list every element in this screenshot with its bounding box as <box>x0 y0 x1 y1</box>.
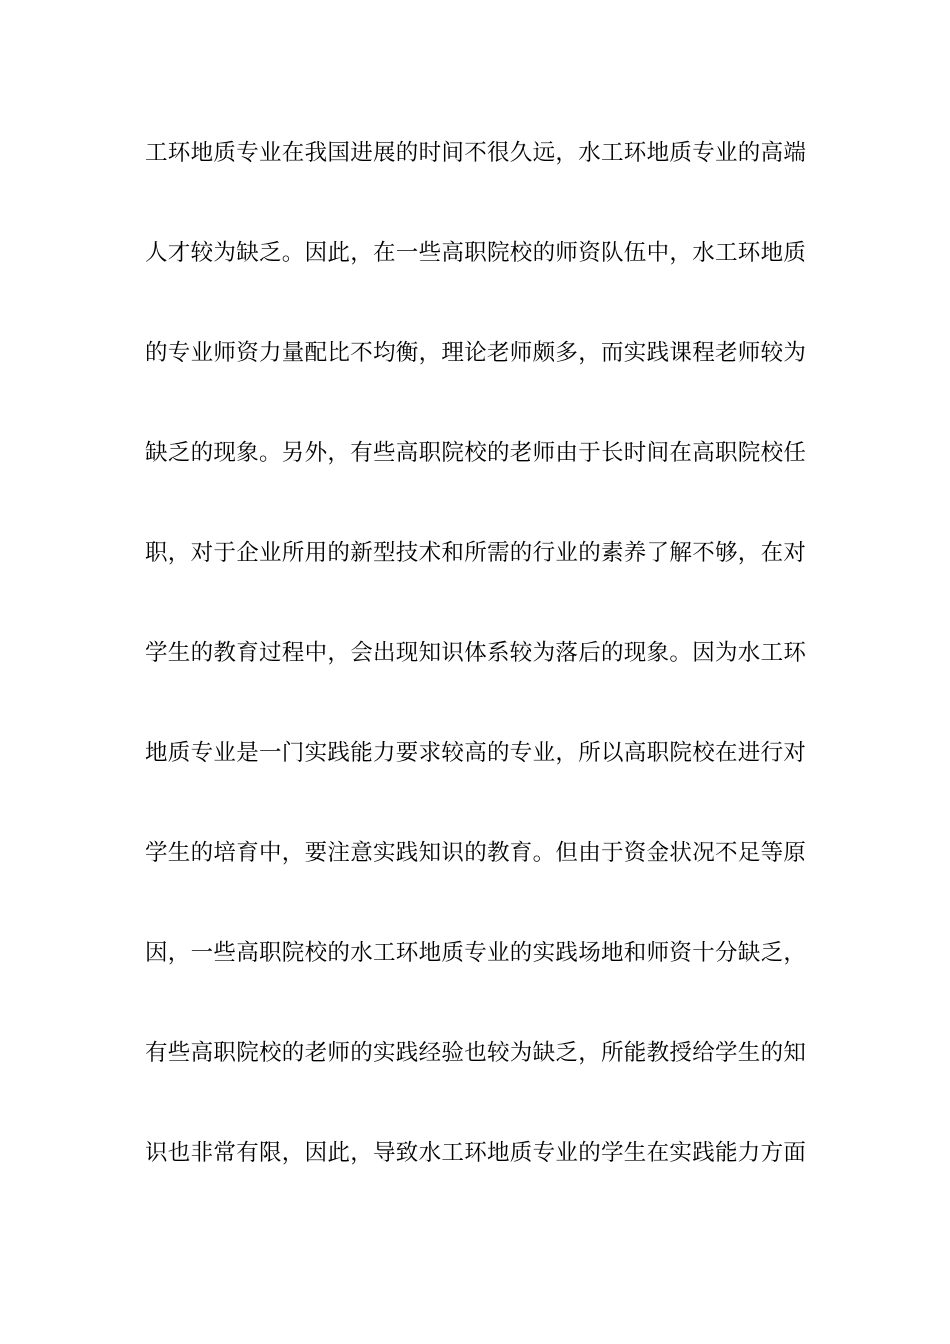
text-line: 地质专业是一门实践能力要求较高的专业，所以高职院校在进行对 <box>145 740 807 766</box>
text-line: 因，一些高职院校的水工环地质专业的实践场地和师资十分缺乏， <box>145 940 807 966</box>
text-line: 识也非常有限，因此，导致水工环地质专业的学生在实践能力方面 <box>145 1140 807 1166</box>
text-line: 有些高职院校的老师的实践经验也较为缺乏，所能教授给学生的知 <box>145 1040 807 1066</box>
text-line: 学生的培育中，要注意实践知识的教育。但由于资金状况不足等原 <box>145 840 807 866</box>
text-line: 缺乏的现象。另外，有些高职院校的老师由于长时间在高职院校任 <box>145 440 807 466</box>
body-text <box>145 128 810 1228</box>
text-line: 学生的教育过程中，会出现知识体系较为落后的现象。因为水工环 <box>145 640 807 666</box>
text-line: 职，对于企业所用的新型技术和所需的行业的素养了解不够，在对 <box>145 540 807 566</box>
text-line: 人才较为缺乏。因此，在一些高职院校的师资队伍中，水工环地质 <box>145 240 807 266</box>
text-line: 的专业师资力量配比不均衡，理论老师颇多，而实践课程老师较为 <box>145 340 807 366</box>
text-line: 工环地质专业在我国进展的时间不很久远，水工环地质专业的高端 <box>145 140 807 166</box>
